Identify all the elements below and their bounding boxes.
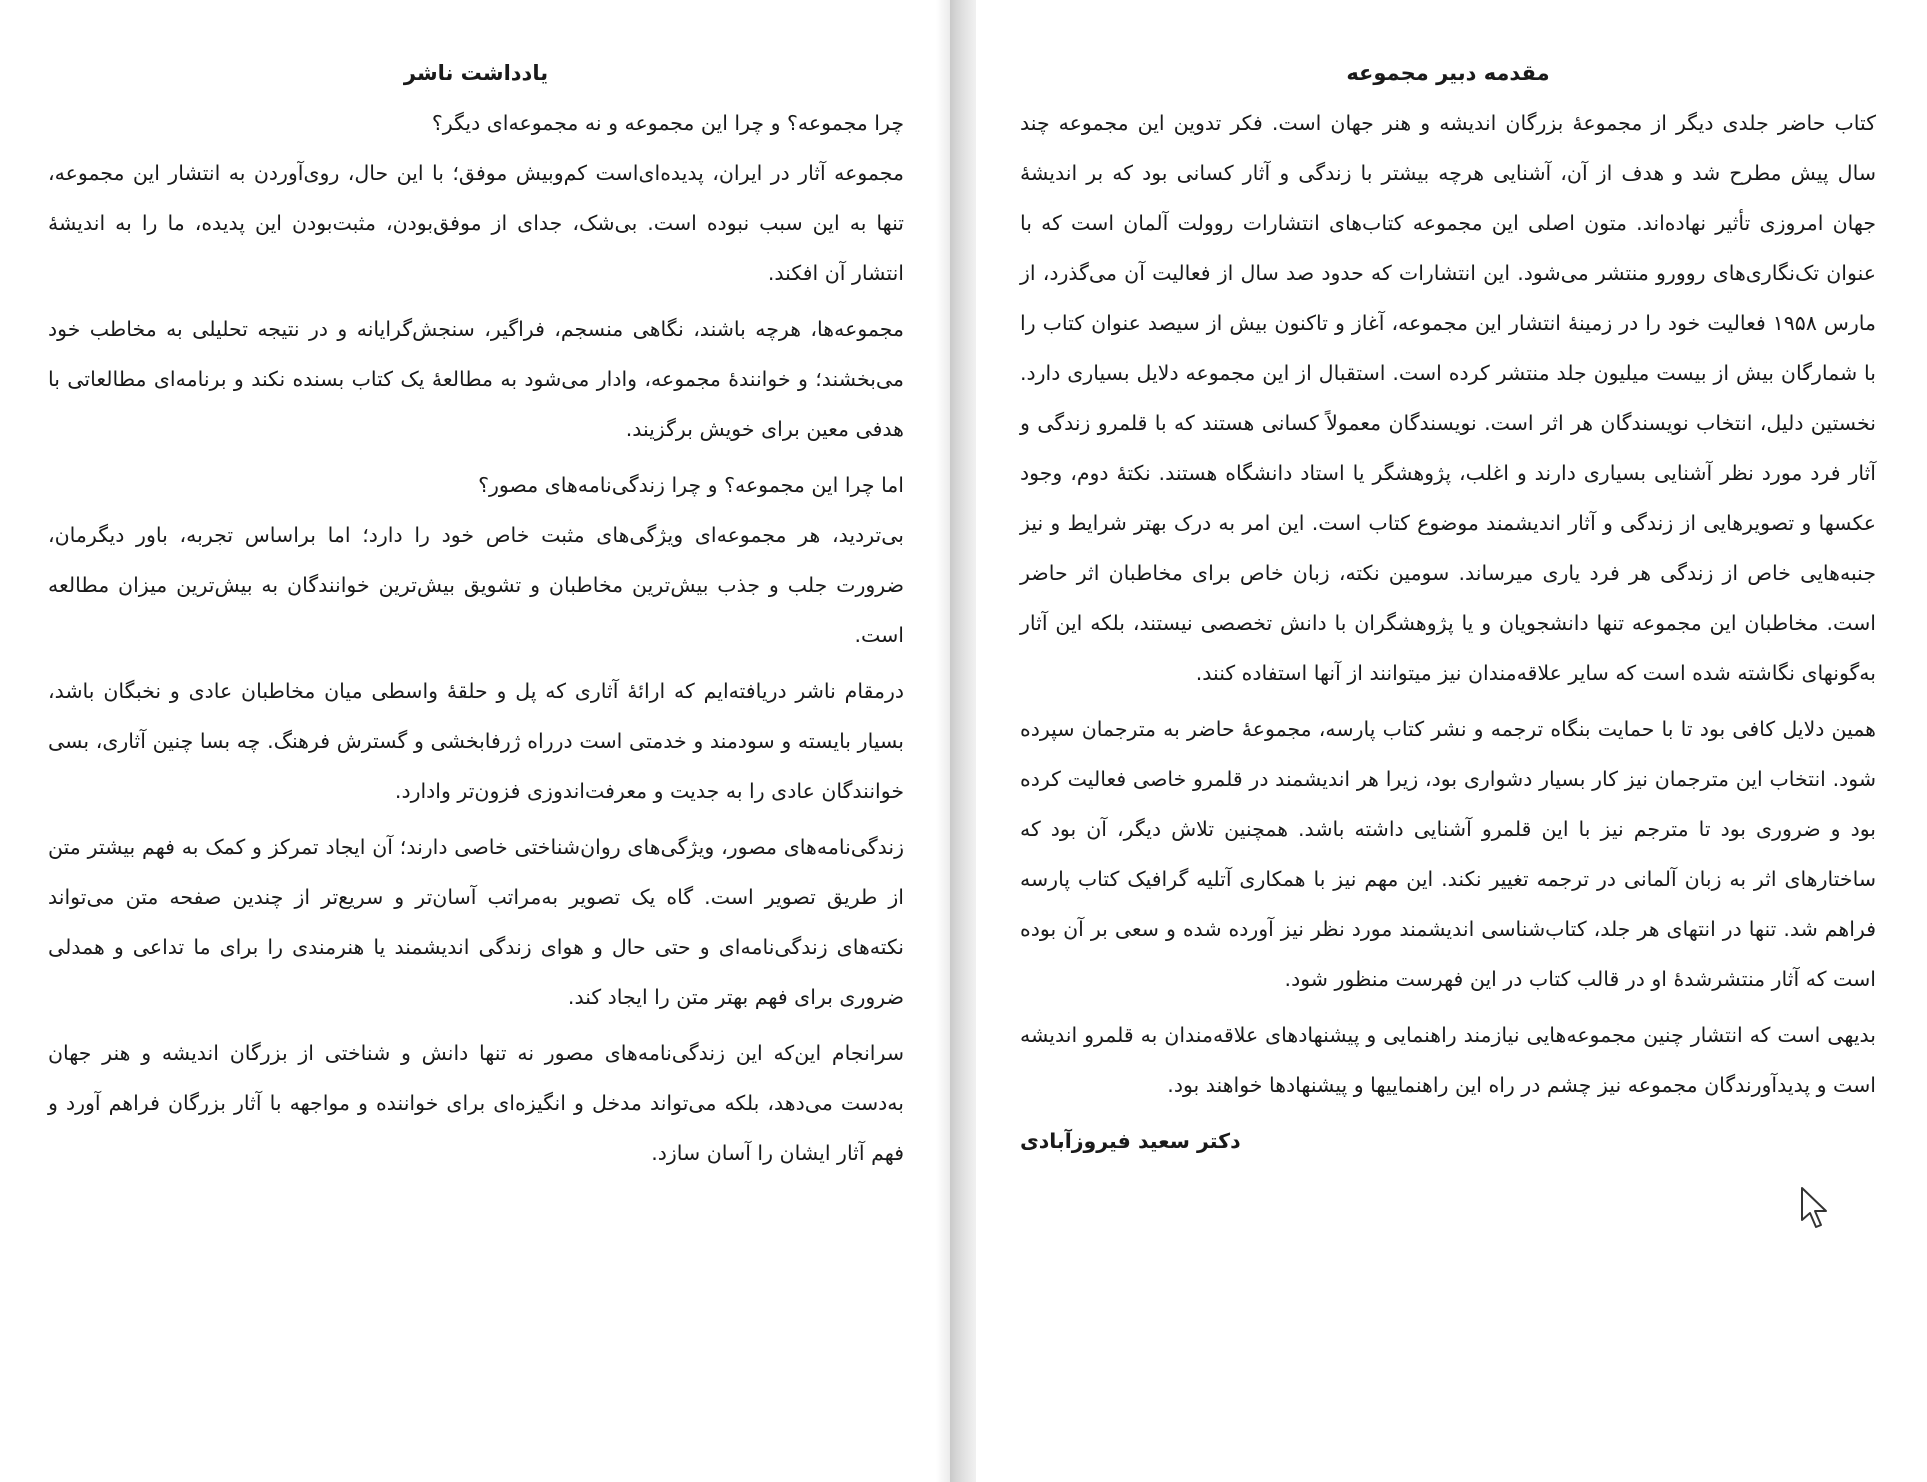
publisher-note-paragraph-5: زندگی‌نامه‌های مصور، ویژگی‌های روان‌شناختی خاصی دارند؛ آن ایجاد تمرکز و کمک به فهم بیشتر متن از طریق تصویر است. گاه یک تصویر به‌مراتب آسان‌تر و سریع‌تر از چندین صفحه متن می‌تواند نکته‌های زندگی‌نامه‌ای و حتی حال و هوای زندگی اندیشمند یا هنرمندی را برای ما تداعی و همدلی ضروری برای فهم بهتر متن را ایجاد کند.	[48, 835, 904, 1009]
editor-introduction-heading: مقدمه دبیر مجموعه	[1346, 61, 1550, 85]
editor-introduction-paragraph-3: بدیهی است که انتشار چنین مجموعه‌هایی نیازمند راهنمایی و پیشنهادهای علاقه‌مندان به قلمرو اندیشه است و پدیدآورندگان مجموعه نیز چشم در راه این راهنماییها و پیشنهادها خواهند بود.	[1020, 1023, 1876, 1097]
publisher-note-paragraph-1: مجموعه آثار در ایران، پدیده‌ای‌است کم‌وبیش موفق؛ با این حال، روی‌آوردن به انتشار این مجموعه، تنها به این سبب نبوده است. بی‌شک، جدای از موفق‌بودن، مثبت‌بودن این پدیده، ما را به اندیشهٔ انتشار آن افکند.	[48, 161, 904, 285]
publisher-note-paragraph-2: مجموعه‌ها، هرچه باشند، نگاهی منسجم، فراگیر، سنجش‌گرایانه و در نتیجه تحلیلی به مخاطب خود می‌بخشند؛ و خوانندهٔ مجموعه، وادار می‌شود به مطالعهٔ یک کتاب بسنده نکند و برنامه‌ای مطالعاتی با هدفی معین برای خویش برگزیند.	[48, 317, 904, 441]
mouse-pointer-icon	[1800, 1186, 1830, 1230]
book-gutter	[950, 0, 976, 1482]
editor-introduction-paragraph-2: همین دلایل کافی بود تا با حمایت بنگاه ترجمه و نشر کتاب پارسه، مجموعهٔ حاضر به مترجمان سپرده شود. انتخاب این مترجمان نیز کار بسیار دشواری بود، زیرا هر اندیشمند در قلمرو خاصی فعالیت کرده بود و ضروری بود تا مترجم نیز با این قلمرو آشنایی داشته باشد. همچنین تلاش دیگر، آن بود که ساختارهای اثر به زبان آلمانی در ترجمه تغییر نکند. این مهم نیز با همکاری آتلیه گرافیک کتاب پارسه فراهم شد. تنها در انتهای هر جلد، کتاب‌شناسی اندیشمند مورد نظر نیز آورده شده و سعی بر آن بوده است که آثار منتشرشدهٔ او در قالب کتاب در این فهرست منظور شود.	[1020, 717, 1876, 991]
publisher-note-paragraph-6: سرانجام این‌که این زندگی‌نامه‌های مصور نه تنها دانش و شناختی از بزرگان اندیشه و هنر جهان به‌دست می‌دهد، بلکه می‌تواند مدخل و انگیزه‌ای برای خواننده و مواجهه با آثار بزرگان فراهم آورد و فهم آثار ایشان را آسان سازد.	[48, 1041, 904, 1165]
right-page	[976, 0, 1927, 1482]
publisher-note-question-1: چرا مجموعه؟ و چرا این مجموعه و نه مجموعه‌ای دیگر؟	[431, 111, 904, 135]
left-page	[0, 0, 950, 1482]
gutter-shadow	[936, 0, 950, 1482]
editor-signature: دکتر سعید فیروزآبادی	[1020, 1129, 1241, 1153]
publisher-note-heading: یادداشت ناشر	[403, 61, 549, 85]
publisher-note	[48, 48, 904, 1184]
editor-introduction-paragraph-1: کتاب حاضر جلدی دیگر از مجموعهٔ بزرگان اندیشه و هنر جهان است. فکر تدوین این مجموعه چند سال پیش مطرح شد و هدف از آن، آشنایی هرچه بیشتر با زندگی و آثار کسانی بود که بر اندیشهٔ جهان امروزی تأثیر نهاده‌اند. متون اصلی این مجموعه کتاب‌های انتشارات روولت آلمان است که با عنوان تک‌نگاری‌های روورو منتشر می‌شود. این انتشارات که حدود صد سال از فعالیت آن می‌گذرد، از مارس ۱۹۵۸ فعالیت خود را در زمینهٔ انتشار این مجموعه، آغاز و تاکنون بیش از سیصد عنوان کتاب را با شمارگان بیش از بیست میلیون جلد منتشر کرده است. استقبال از این مجموعه دلایل بسیاری دارد. نخستین دلیل، انتخاب نویسندگان هر اثر است. نویسندگان معمولاً کسانی هستند که با قلمرو زندگی و آثار فرد مورد نظر آشنایی بسیاری دارند و اغلب، پژوهشگر یا استاد دانشگاه هستند. نکتهٔ دوم، وجود عکسها و تصویرهایی از زندگی و آثار اندیشمند موضوع کتاب است. این امر به درک بهتر شرایط و نیز جنبه‌هایی خاص از زندگی هر فرد یاری میرساند. سومین نکته، زبان خاص برای مخاطبان اثر حاضر است. مخاطبان این مجموعه تنها دانشجویان و یا پژوهشگران با دانش تخصصی نیستند، بلکه این آثار به‌گونهای نگاشته شده است که سایر علاقه‌مندان نیز میتوانند از آنها استفاده کنند.	[1020, 111, 1876, 685]
publisher-note-paragraph-3: بی‌تردید، هر مجموعه‌ای ویژگی‌های مثبت خاص خود را دارد؛ اما براساس تجربه، باور دیگرمان، ضرورت جلب و جذب بیش‌ترین مخاطبان و تشویق بیش‌ترین خوانندگان به بیش‌ترین میزان مطالعه است.	[48, 523, 904, 647]
publisher-note-question-2: اما چرا این مجموعه؟ و چرا زندگی‌نامه‌های مصور؟	[478, 473, 904, 497]
publisher-note-paragraph-4: درمقام ناشر دریافته‌ایم که ارائهٔ آثاری که پل و حلقهٔ واسطی میان مخاطبان عادی و نخبگان باشد، بسیار بایسته و سودمند و خدمتی است درراه ژرفابخشی و گسترش فرهنگ. چه بسا چنین آثاری، بسی خوانندگان عادی را به جدیت و معرفت‌اندوزی فزون‌تر وادارد.	[48, 679, 904, 803]
editor-introduction	[1020, 48, 1876, 1187]
